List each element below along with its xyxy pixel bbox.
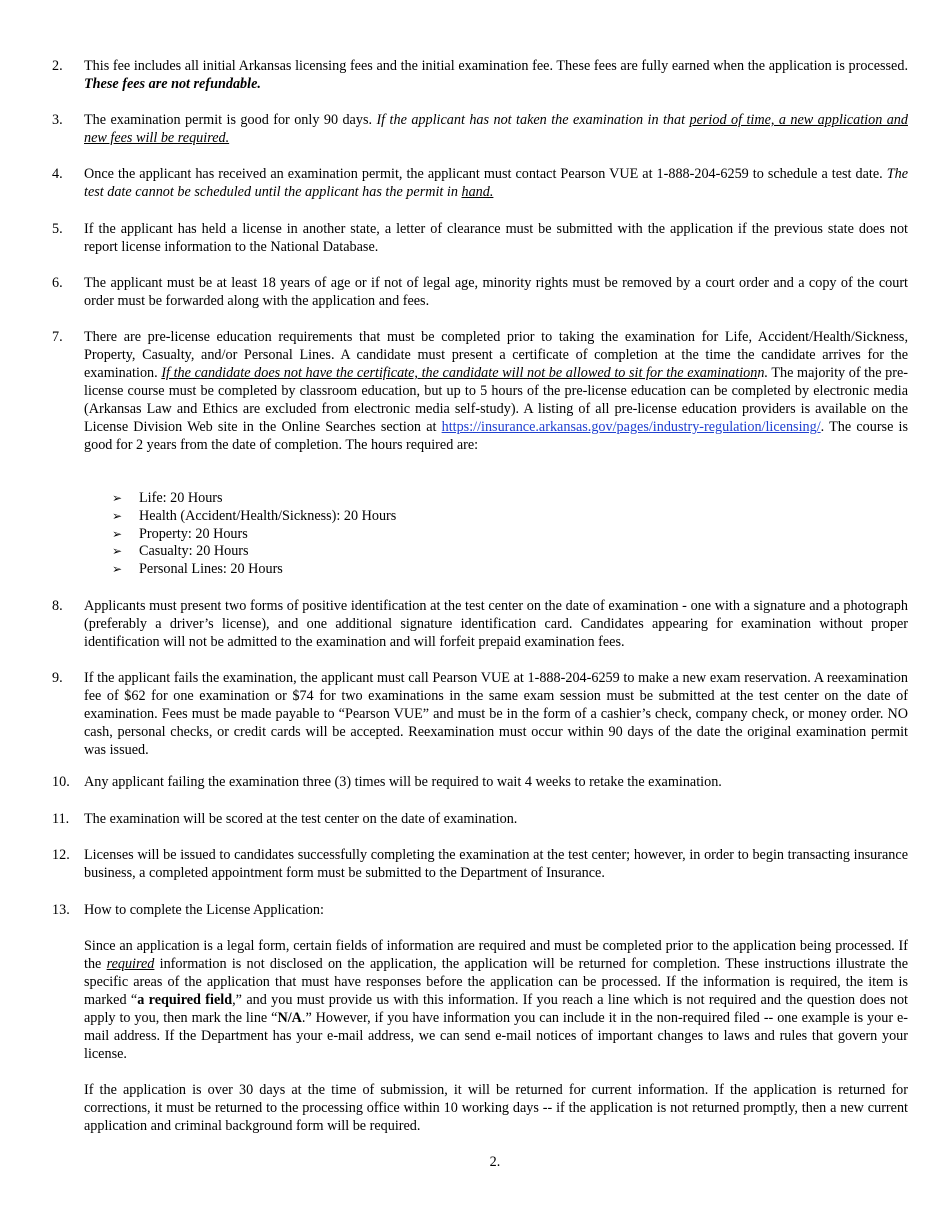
item-number: 4. — [52, 166, 63, 182]
page-number: 2. — [489, 1154, 501, 1170]
section-heading: How to complete the License Application: — [84, 902, 324, 918]
item-text: If the applicant fails the examination, the applicant must call Pearson VUE at 1-888-204-6259 to make a new exam reservation. A reexamination fee of $62 for one examination or $74 for two examinations in the same exam session must be submitted at the test center on the date of examination. Fees must be made payable to “Pearson VUE” and must be in the form of a cashier’s check, company check, or money order. NO cash, personal checks, or credit cards will be accepted. Reexamination must occur within 90 days of the date the original examination permit was issued. — [84, 670, 908, 758]
item-text: The examination will be scored at the test center on the date of examination. — [84, 811, 518, 827]
item-number: 12. — [52, 847, 70, 863]
item-text: There are pre-license education requirements that must be completed prior to taking the examination for Life, Accident/Health/Sickness, Property, Casualty, and/or Personal Lines. A candidate must present a certificate of completion at the time the candidate arrives for the examination. If the candidate does not have the certificate, the candidate will not be allowed to sit for the examinationn. The majority of the pre-license course must be completed by classroom education, but up to 5 hours of the pre-license education can be completed by electronic media (Arkansas Law and Ethics are excluded from electronic media self-study). A listing of all pre-license education providers is available on the License Division Web site in the Online Searches section at https://insurance.arkansas.gov/pages/industry-regulation/licensing/. The course is good for 2 years from the date of completion. The hours required are: — [84, 329, 909, 453]
licensing-web-link[interactable]: https://insurance.arkansas.gov/pages/industry-regulation/licensing/ — [441, 419, 821, 435]
item-number: 8. — [52, 598, 63, 614]
emphasis-text: These fees are not refundable. — [84, 76, 261, 92]
item-text — [84, 901, 908, 919]
arrow-bullet-icon: ➢ — [112, 508, 123, 523]
arrow-bullet-icon: ➢ — [112, 562, 123, 577]
list-item: ➢ Personal Lines: 20 Hours — [112, 561, 283, 578]
item-text: If the applicant has held a license in another state, a letter of clearance must be submitted with the application if the previous state does not report license information to the National Database. — [84, 221, 908, 255]
item-number: 6. — [52, 275, 63, 291]
item-number: 11. — [52, 811, 70, 827]
list-item: ➢ Casualty: 20 Hours — [112, 543, 249, 560]
item-text: This fee includes all initial Arkansas licensing fees and the initial examination fee. These fees are fully earned when the application is processed. These fees are not refundable. — [84, 58, 908, 92]
item-text: The applicant must be at least 18 years of age or if not of legal age, minority rights must be removed by a court order and a copy of the court order must be forwarded along with the application and fees. — [84, 275, 908, 309]
arrow-bullet-icon: ➢ — [112, 526, 123, 541]
item-text: Any applicant failing the examination three (3) times will be required to wait 4 weeks to retake the examination. — [84, 774, 722, 790]
item-number: 10. — [52, 774, 70, 790]
item-number: 7. — [52, 329, 63, 345]
item-number: 5. — [52, 221, 63, 237]
item-number: 9. — [52, 670, 63, 686]
item-text: The examination permit is good for only 90 days. If the applicant has not taken the examination in that period of time, a new application and new fees will be required. — [84, 112, 908, 146]
list-item: ➢ Health (Accident/Health/Sickness): 20 Hours — [112, 507, 397, 524]
item-number: 13. — [52, 902, 70, 918]
item-text: Licenses will be issued to candidates successfully completing the examination at the test center; however, in order to begin transacting insurance business, a completed appointment form must be submitted to the Department of Insurance. — [84, 847, 908, 881]
item-number: 3. — [52, 112, 63, 128]
item-number: 2. — [52, 58, 63, 74]
hours-list — [112, 489, 396, 578]
document-page: 2. This fee includes all initial Arkansas licensing fees and the initial examination fee. These fees are fully earned when the application is processed. These fees are not refundable. 3. The examination permit is good for only 90 days. If the applicant has not taken the examination in that period of time, a new application and new fees will be required. 4. Once the applicant has received an examination permit, the applicant must contact Pearson VUE at 1-888-204-6259 to schedule a test date. The test date cannot be scheduled until the applicant has the permit in hand. 5. If the applicant has held a license in another state, a letter of clearance must be submitted with the application if the previous state does not report license information to the National Database. 6. The applicant must be at least 18 years of age or if not of legal age, minority rights must be removed by a court order and a copy of the court order must be forwarded along with the application and fees. 7. There are pre-license education requirements that must be completed prior to taking the examination for Life, Accident/Health/Sickness, Property, Casualty, and/or Personal Lines. A candidate must present a certificate of completion at the time the candidate arrives for the examination. If the candidate does not have the certificate, the candidate will not be allowed to sit for the examinationn. The majority of the pre-license course must be completed by classroom education, but up to 5 hours of the pre-license education can be completed by electronic media (Arkansas Law and Ethics are excluded from electronic media self-study). A listing of all pre-license education providers is available on the License Division Web site in the Online Searches section at https://insurance.arkansas.gov/pages/industry-regulation/licensing/. The course is good for 2 years from the date of completion. The hours required are: ➢ Life: 20 Hours ➢ Health (Accident/Health/Sickness): 20 Hours ➢ Property: 20 Hours ➢ Casualty: 20 Hours ➢ Personal Lines: 20 Hours 8. Applicants must present two forms of positive identification at the test center on the date of examination - one with a signature and a photograph (preferably a driver’s license), and one additional signature identification card. Candidates appearing for examination without proper identification will not be admitted to the examination and will forfeit prepaid examination fees. 9. If the applicant fails the examination, the applicant must call Pearson VUE at 1-888-204-6259 to make a new exam reservation. A reexamination fee of $62 for one examination or $74 for two examinations in the same exam session must be submitted at the test center on the date of examination. Fees must be made payable to “Pearson VUE” and must be in the form of a cashier’s check, company check, or money order. NO cash, personal checks, or credit cards will be accepted. Reexamination must occur within 90 days of the date the original examination permit was issued. 10. Any applicant failing the examination three (3) times will be required to wait 4 weeks to retake the examination. 11. The examination will be scored at the test center on the date of examination. 12. Licenses will be issued to candidates successfully completing the examination at the test center; however, in order to begin transacting insurance business, a completed appointment form must be submitted to the Department of Insurance. 13. How to complete the License Application: Since an application is a legal form, certain fields of information are required and must be completed prior to the application being processed. If the required information is not disclosed on the application, the application will be returned for completion. These instructions illustrate the specific areas of the application that must have responses before the application can be processed. If the information is required, the item is marked “a required field,” and you must provide us with this information. If you reach a line which is not required and the question does not apply to you, then mark the line “N/A.” However, if you have information you can include it in the non-required filed -- one example is your e-mail address. If the Department has your e-mail address, we can send e-mail notices of important changes to laws and rules that govern your license. If the application is over 30 days at the time of submission, it will be returned for current information. If the application is returned for corrections, it must be returned to the processing office within 10 working days -- if the application is not returned promptly, then a new current application and criminal background form will be required. 2. — [0, 0, 950, 1230]
list-item: ➢ Life: 20 Hours — [112, 490, 223, 506]
arrow-bullet-icon: ➢ — [112, 491, 123, 505]
arrow-bullet-icon: ➢ — [112, 544, 123, 559]
list-item: ➢ Property: 20 Hours — [112, 525, 248, 542]
item-text: Once the applicant has received an examination permit, the applicant must contact Pearson VUE at 1-888-204-6259 to schedule a test date. The test date cannot be scheduled until the applicant has the permit in hand. — [84, 166, 908, 200]
item-text: Applicants must present two forms of positive identification at the test center on the date of examination - one with a signature and a photograph (preferably a driver’s license), and one additional signature identification card. Candidates appearing for examination without proper identification will not be admitted to the examination and will forfeit prepaid examination fees. — [84, 598, 908, 650]
